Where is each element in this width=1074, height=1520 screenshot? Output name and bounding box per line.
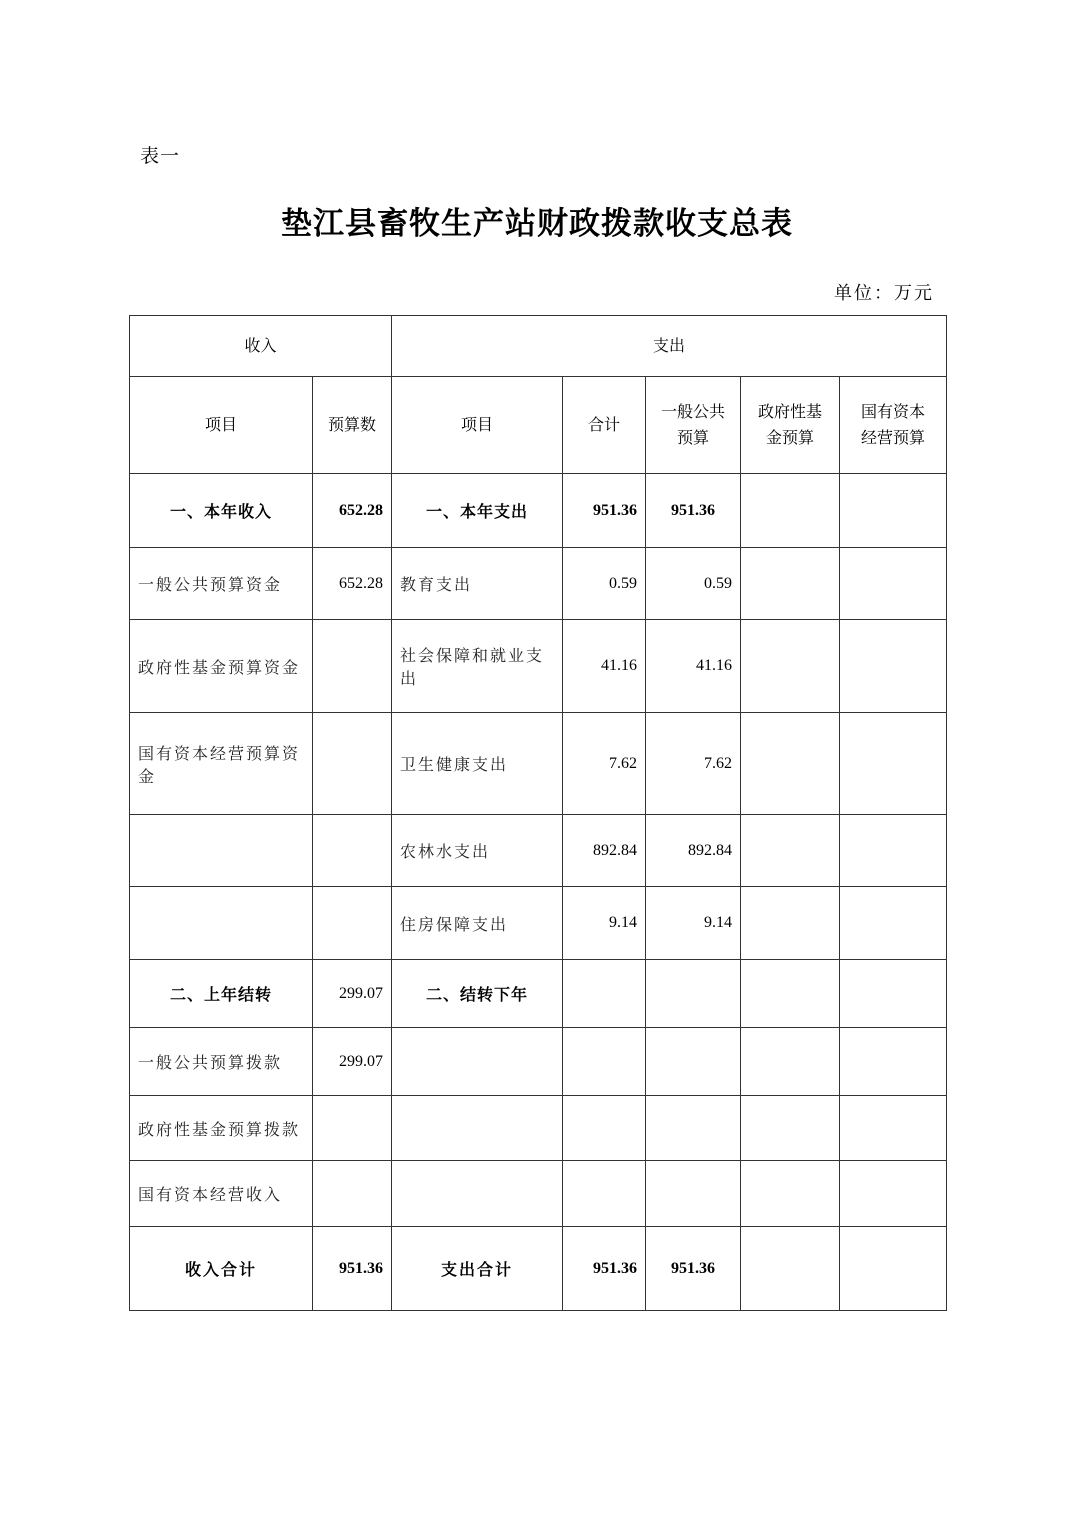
cell-general-public: 0.59 xyxy=(646,548,741,620)
col-header-gov-fund-line1: 政府性基 xyxy=(758,402,823,421)
table-row xyxy=(130,713,947,815)
cell-total xyxy=(563,960,646,1028)
cell-gov-fund xyxy=(741,960,840,1028)
table-row xyxy=(130,1028,947,1096)
col-header-income-budget: 预算数 xyxy=(313,377,392,474)
cell-state-capital xyxy=(840,620,947,713)
totals-row xyxy=(130,1227,947,1311)
cell-state-capital xyxy=(840,1028,947,1096)
cell-state-capital xyxy=(840,815,947,887)
cell-gov-fund xyxy=(741,887,840,960)
cell-income-item: 国有资本经营预算资金 xyxy=(130,713,313,815)
col-header-total: 合计 xyxy=(563,377,646,474)
cell-income-budget: 299.07 xyxy=(313,960,392,1028)
column-header-row xyxy=(130,377,947,474)
cell-general-public: 7.62 xyxy=(646,713,741,815)
cell-gov-fund xyxy=(741,620,840,713)
table-row xyxy=(130,1096,947,1161)
cell-state-capital xyxy=(840,474,947,548)
cell-income-budget xyxy=(313,1096,392,1161)
cell-expense-item xyxy=(392,1161,563,1227)
cell-income-budget xyxy=(313,1161,392,1227)
table-row xyxy=(130,960,947,1028)
table-row xyxy=(130,620,947,713)
cell-gov-fund xyxy=(741,1227,840,1311)
col-header-gov-fund xyxy=(741,377,840,474)
cell-total: 0.59 xyxy=(563,548,646,620)
cell-expense-item xyxy=(392,1028,563,1096)
cell-total: 9.14 xyxy=(563,887,646,960)
cell-total: 951.36 xyxy=(563,474,646,548)
cell-general-public xyxy=(646,1161,741,1227)
cell-state-capital xyxy=(840,1096,947,1161)
cell-gov-fund xyxy=(741,548,840,620)
col-header-expense-item: 项目 xyxy=(392,377,563,474)
cell-income-budget: 652.28 xyxy=(313,548,392,620)
cell-expense-item: 农林水支出 xyxy=(392,815,563,887)
col-header-income-item: 项目 xyxy=(130,377,313,474)
table-row xyxy=(130,887,947,960)
table-row xyxy=(130,815,947,887)
cell-state-capital xyxy=(840,887,947,960)
cell-state-capital xyxy=(840,548,947,620)
cell-gov-fund xyxy=(741,713,840,815)
group-header-row xyxy=(130,316,947,377)
cell-expense-item: 二、结转下年 xyxy=(392,960,563,1028)
cell-income-budget: 299.07 xyxy=(313,1028,392,1096)
cell-general-public: 9.14 xyxy=(646,887,741,960)
cell-general-public xyxy=(646,960,741,1028)
cell-income-item xyxy=(130,815,313,887)
cell-state-capital xyxy=(840,713,947,815)
cell-gov-fund xyxy=(741,1028,840,1096)
cell-gov-fund xyxy=(741,1161,840,1227)
page-title: 垫江县畜牧生产站财政拨款收支总表 xyxy=(281,206,793,242)
cell-state-capital xyxy=(840,1227,947,1311)
cell-income-item: 政府性基金预算拨款 xyxy=(130,1096,313,1161)
cell-income-total-label: 收入合计 xyxy=(130,1227,313,1311)
cell-general-public: 41.16 xyxy=(646,620,741,713)
col-header-general-public xyxy=(646,377,741,474)
cell-total xyxy=(563,1096,646,1161)
table-row xyxy=(130,474,947,548)
cell-gov-fund xyxy=(741,1096,840,1161)
cell-income-budget xyxy=(313,620,392,713)
cell-income-item: 国有资本经营收入 xyxy=(130,1161,313,1227)
cell-state-capital xyxy=(840,1161,947,1227)
cell-income-budget xyxy=(313,887,392,960)
cell-total: 41.16 xyxy=(563,620,646,713)
col-header-state-capital-line2: 经营预算 xyxy=(861,428,926,447)
cell-expense-item: 一、本年支出 xyxy=(392,474,563,548)
cell-income-item: 一、本年收入 xyxy=(130,474,313,548)
cell-expense-item: 教育支出 xyxy=(392,548,563,620)
cell-expense-item: 住房保障支出 xyxy=(392,887,563,960)
col-header-general-public-line2: 预算 xyxy=(677,428,710,447)
col-header-state-capital xyxy=(840,377,947,474)
cell-total xyxy=(563,1028,646,1096)
cell-income-budget: 652.28 xyxy=(313,474,392,548)
cell-expense-item xyxy=(392,1096,563,1161)
table-row xyxy=(130,548,947,620)
expenditure-group-header: 支出 xyxy=(392,316,947,377)
table-label: 表一 xyxy=(140,145,181,167)
col-header-gov-fund-line2: 金预算 xyxy=(766,428,815,447)
cell-income-total: 951.36 xyxy=(313,1227,392,1311)
cell-general-public: 951.36 xyxy=(646,1227,741,1311)
unit-note: 单位：万元 xyxy=(834,283,934,304)
col-header-state-capital-line1: 国有资本 xyxy=(861,402,926,421)
cell-general-public xyxy=(646,1096,741,1161)
cell-income-item: 政府性基金预算资金 xyxy=(130,620,313,713)
income-group-header: 收入 xyxy=(130,316,392,377)
cell-income-item xyxy=(130,887,313,960)
cell-income-item: 一般公共预算拨款 xyxy=(130,1028,313,1096)
cell-income-item: 二、上年结转 xyxy=(130,960,313,1028)
cell-gov-fund xyxy=(741,474,840,548)
col-header-general-public-line1: 一般公共 xyxy=(661,402,726,421)
budget-table xyxy=(129,315,947,1311)
table-row xyxy=(130,1161,947,1227)
cell-total: 7.62 xyxy=(563,713,646,815)
cell-general-public: 951.36 xyxy=(646,474,741,548)
cell-gov-fund xyxy=(741,815,840,887)
cell-expense-item: 卫生健康支出 xyxy=(392,713,563,815)
cell-state-capital xyxy=(840,960,947,1028)
cell-total xyxy=(563,1161,646,1227)
cell-income-item: 一般公共预算资金 xyxy=(130,548,313,620)
cell-total: 892.84 xyxy=(563,815,646,887)
cell-total: 951.36 xyxy=(563,1227,646,1311)
cell-expense-total-label: 支出合计 xyxy=(392,1227,563,1311)
cell-general-public: 892.84 xyxy=(646,815,741,887)
cell-income-budget xyxy=(313,815,392,887)
cell-expense-item: 社会保障和就业支出 xyxy=(392,620,563,713)
cell-general-public xyxy=(646,1028,741,1096)
cell-income-budget xyxy=(313,713,392,815)
